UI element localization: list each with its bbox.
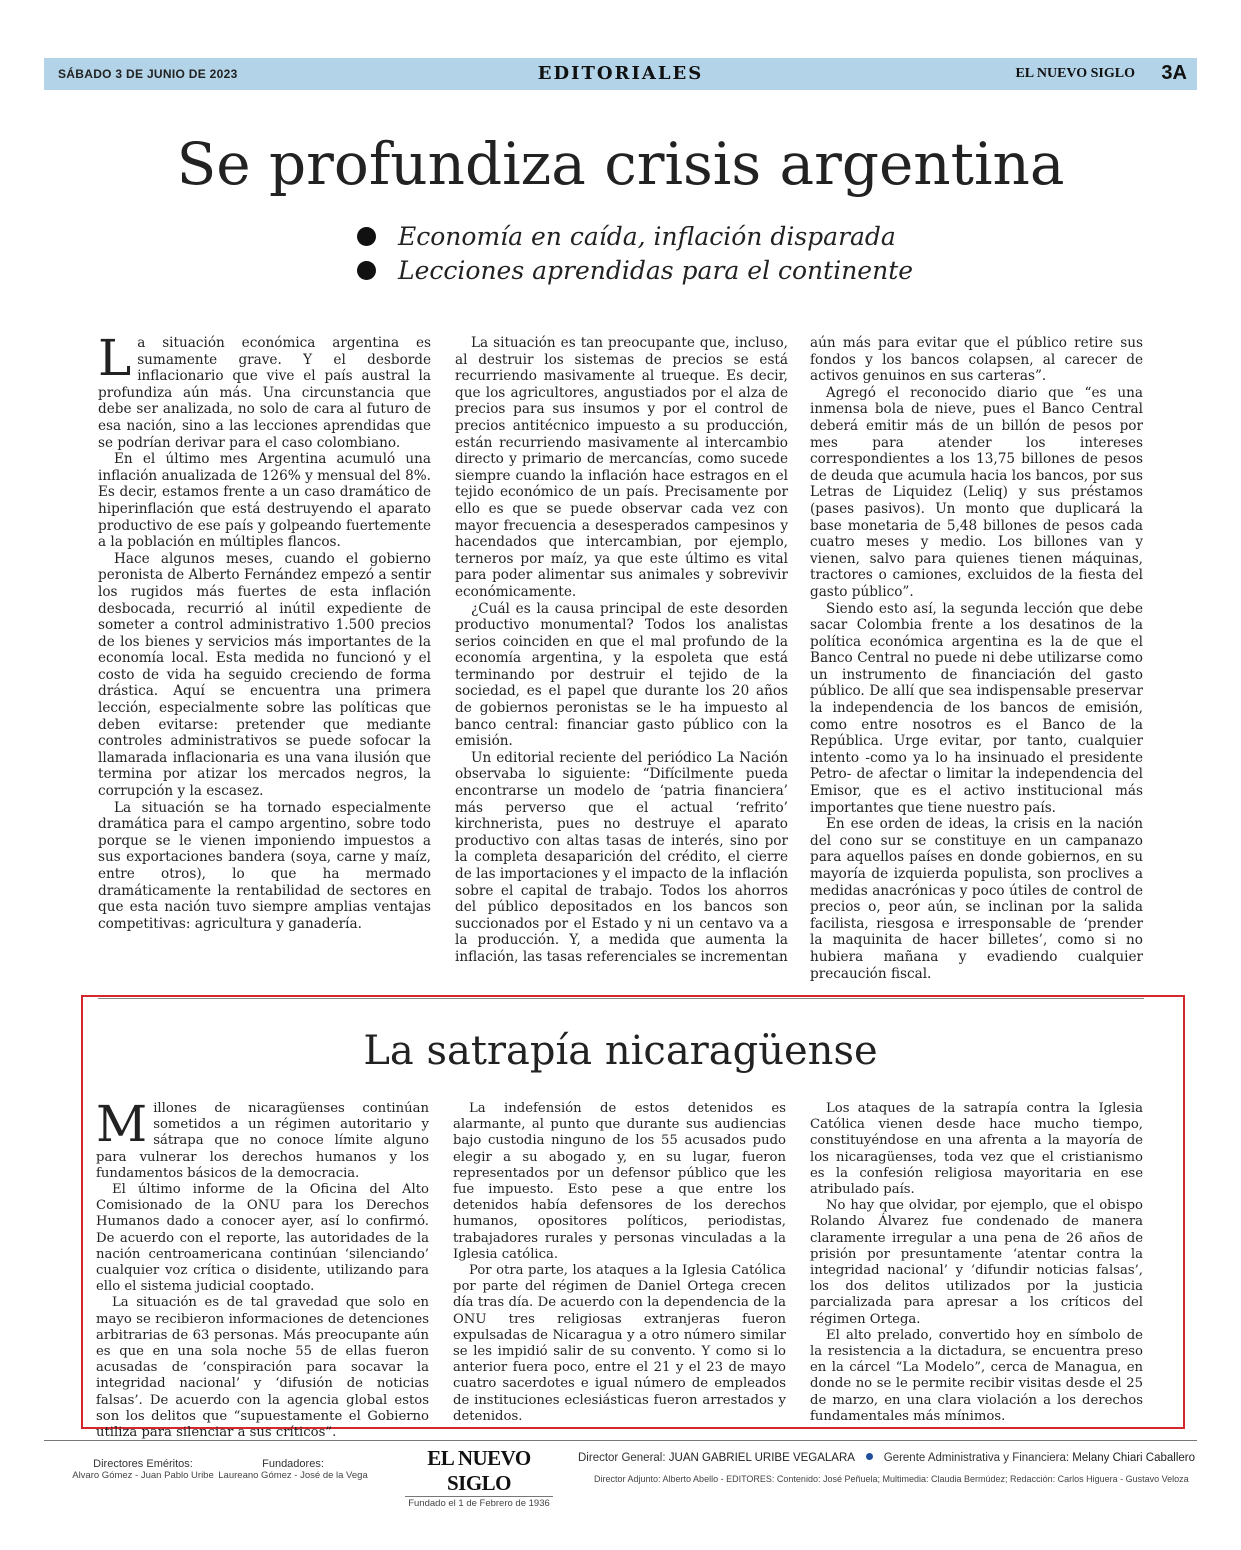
bullet-icon xyxy=(357,227,376,246)
article1-subhead: Lecciones aprendidas para el continente xyxy=(357,254,957,288)
paragraph: aún más para evitar que el público retire sus fondos y los bancos colapsen, al carecer de activos genuinos en sus carteras”. xyxy=(810,335,1143,385)
article1-subheads xyxy=(357,220,957,288)
issue-date: SÁBADO 3 DE JUNIO DE 2023 xyxy=(58,67,238,81)
paragraph: Siendo esto así, la segunda lección que debe sacar Colombia frente a los desatinos de la política económica argentina es la de que el Banco Central no puede ni debe utilizarse como un instrumento de financiación del gasto público. De allí que sea indispensable preservar la independencia de los bancos de emisión, como entre nosotros es el Banco de la República. Urge evitar, por tanto, cualquier intento -como ya lo ha insinuado el presidente Petro- de afectar o limitar la independencia del Emisor, que es el activo institucional más importantes que tiene nuestro país. xyxy=(810,600,1143,816)
newspaper-brand: EL NUEVO SIGLO xyxy=(1015,66,1135,81)
footer-logo: EL NUEVO SIGLO xyxy=(427,1446,531,1495)
founders: Fundadores: Laureano Gómez - José de la Vega xyxy=(218,1458,368,1481)
director-general: JUAN GABRIEL URIBE VEGALARA xyxy=(668,1452,855,1464)
paragraph: En ese orden de ideas, la crisis en la nación del cono sur se constituye en un campanazo para aquellos países en donde gobiernos, en su mayoría de izquierda populista, son proclives a medidas anacrónicas y poco útiles de control de precios o, peor aún, se inclinan por la salida facilista, riesgosa e irresponsable de ‘prender la maquinita de hacer billetes’, como si no hubiera mañana y evadiendo cualquier precaución fiscal. xyxy=(810,816,1143,982)
drop-cap: M xyxy=(96,1095,148,1153)
bullet-icon xyxy=(357,261,376,280)
article1-column-2 xyxy=(455,335,788,966)
masthead-bar xyxy=(44,58,1197,90)
article1-column-3 xyxy=(810,335,1143,982)
paragraph: No hay que olvidar, por ejemplo, que el obispo Rolando Álvarez fue condenado de manera claramente irregular a una pena de 26 años de prisión por presuntamente ‘atentar contra la integridad nacional’ y ‘difundir noticias falsas’, los dos delitos utilizados por la justicia parcializada para apresar a los críticos del régimen Ortega. xyxy=(810,1198,1143,1327)
directors-emeritus: Directores Eméritos: Alvaro Gómez - Juan Pablo Uribe xyxy=(72,1458,214,1481)
article2-headline: La satrapía nicaragüense xyxy=(363,1028,878,1074)
paragraph: La situación económica argentina es sumamente grave. Y el desborde inflacionario que vive el país austral la profundiza aún más. Una circunstancia que debe ser analizada, no solo de cara al futuro de esa nación, sino a las lecciones aprendidas que se podrían derivar para el caso colombiano. xyxy=(98,329,431,451)
paragraph: La indefensión de estos detenidos es alarmante, al punto que durante sus audiencias bajo custodia ninguno de los 55 acusados pudo elegir a su abogado y, en su lugar, fueron representados por un defensor público que les fue impuesto. Esto pese a que entre los detenidos había defensores de los derechos humanos, opositores políticos, periodistas, trabajadores rurales y personas vinculadas a la Iglesia católica. xyxy=(453,1101,786,1262)
article1-subhead: Economía en caída, inflación disparada xyxy=(357,220,957,254)
paragraph: La situación es de tal gravedad que solo en mayo se recibieron informaciones de detenciones arbitrarias de 63 personas. Más preocupante aún es que en una sola noche 55 de ellas fueron acusadas de ‘conspiración para socavar la integridad nacional’ y ‘difusión de noticias falsas’. De acuerdo con la agencia global estos son los delitos que “supuestamente el Gobierno utiliza para silenciar a sus críticos”. xyxy=(96,1295,429,1441)
paragraph: La situación es tan preocupante que, incluso, al destruir los sistemas de precios se está recurriendo masivamente al trueque. Es decir, que los agricultores, angustiados por el alza de precios para sus insumos y por el control de precios antitécnico impuesto a su producción, están recurriendo masivamente al intercambio directo y primario de mercancías, como sucede siempre cuando la inflación hace estragos en el tejido económico de un país. Precisamente por ello es que se puede observar cada vez con mayor frecuencia a desesperados campesinos y hacendados que intercambian, por ejemplo, terneros por maíz, ya que este último es vital para poder alimentar sus animales y sobrevivir económicamente. xyxy=(455,335,788,600)
separator-dot xyxy=(866,1453,873,1460)
paragraph: ¿Cuál es la causa principal de este desorden productivo monumental? Todos los analistas serios coinciden en que el mal profundo de la economía argentina, y la espoleta que está terminando por destruir el tejido de la sociedad, es el papel que durante los 20 años de gobiernos peronistas se le ha impuesto al banco central: financiar gasto público con la emisión. xyxy=(455,600,788,750)
paragraph: La situación se ha tornado especialmente dramática para el campo argentino, sobre todo porque se le vienen imponiendo impuestos a sus exportaciones bandera (soya, carne y maíz, entre otros), lo que ha mermado dramáticamente la rentabilidad de sectores en que esta nación tuvo siempre amplias ventajas competitivas: agricultura y ganadería. xyxy=(98,799,431,932)
paragraph: Agregó el reconocido diario que “es una inmensa bola de nieve, pues el Banco Central deberá emitir más de un billón de pesos por mes para atender los intereses correspondientes a los 13,75 billones de pesos de deuda que acumula hacia los bancos, por sus Letras de Liquidez (Leliq) y sus préstamos (pases pasivos). Un monto que duplicará la base monetaria de 5,48 billones de pesos cada cuatro meses y medio. Los billones van y vienen, salvo para quienes tienen máquinas, tractores o camiones, excluidos de la fiesta del gasto público”. xyxy=(810,384,1143,600)
article1-headline: Se profundiza crisis argentina xyxy=(176,130,1065,198)
article1-column-1 xyxy=(98,329,431,932)
footer-divider xyxy=(44,1440,1197,1441)
paragraph: En el último mes Argentina acumuló una inflación anualizada de 126% y mensual del 8%. Es decir, estamos frente a un caso dramático de hiperinflación que está destruyendo el aparato productivo de ese país y golpeando fuertemente a la población en múltiples flancos. xyxy=(98,451,431,551)
paragraph: El último informe de la Oficina del Alto Comisionado de la ONU para los Derechos Humanos dado a conocer ayer, así lo confirmó. De acuerdo con el reporte, las autoridades de la nación centroamericana continúan ‘silenciando’ cualquier voz crítica o disidente, utilizando para ello el sistema judicial cooptado. xyxy=(96,1182,429,1295)
footer-logo-block xyxy=(405,1446,553,1509)
article2-column-3 xyxy=(810,1101,1143,1425)
paragraph: Los ataques de la satrapía contra la Iglesia Católica vienen desde hace mucho tiempo, constituyéndose en una afrenta a la mayoría de los nicaragüenses, toda vez que el cristianismo es la confesión religiosa mayoritaria en ese atribulado país. xyxy=(810,1101,1143,1198)
paragraph: Un editorial reciente del periódico La Nación observaba lo siguiente: “Difícilmente pueda encontrarse un modelo de ‘patria financiera’ más perverso que el actual ‘refrito’ kirchnerista, pues no destruye el aparato productivo con altas tasas de interés, sino por la completa desaparición del crédito, el cierre de las importaciones y el impacto de la inflación sobre el capital de trabajo. Todos los ahorros del público depositados en los bancos son succionados por el Estado y ni un centavo va a la producción. Y, a medida que aumenta la inflación, las tasas referenciales se incrementan xyxy=(455,749,788,965)
paragraph: Hace algunos meses, cuando el gobierno peronista de Alberto Fernández empezó a sentir los rugidos más fuertes de esta inflación desbocada, recurrió al inútil expediente de someter a control administrativo 1.500 precios de los bienes y servicios más importantes de la economía local. Esta medida no funcionó y el costo de vida ha seguido creciendo de forma drástica. Aquí se encuentra una primera lección, especialmente sobre las políticas que deben evitarse: pretender que mediante controles administrativos se puede sofocar la llamarada inflacionaria es una vana ilusión que termina por atizar los mercados negros, la corrupción y la escasez. xyxy=(98,550,431,800)
manager: Melany Chiari Caballero xyxy=(1072,1452,1196,1464)
page-number: 3A xyxy=(1161,62,1187,84)
divider xyxy=(98,998,1144,999)
drop-cap: L xyxy=(98,329,132,387)
article2-column-2 xyxy=(453,1101,786,1425)
paragraph: Millones de nicaragüenses continúan sometidos a un régimen autoritario y sátrapa que no conoce límite alguno para vulnerar los derechos humanos y los fundamentos básicos de la democracia. xyxy=(96,1095,429,1181)
paragraph: El alto prelado, convertido hoy en símbolo de la resistencia a la dictadura, se encuentra preso en la cárcel “La Modelo”, cerca de Managua, en donde no se le permite recibir visitas desde el 25 de marzo, en una clara violación a los derechos fundamentales más mínimos. xyxy=(810,1327,1143,1424)
article2-column-1 xyxy=(96,1095,429,1441)
section-title: EDITORIALES xyxy=(537,63,704,84)
founded-date: Fundado el 1 de Febrero de 1936 xyxy=(405,1496,553,1509)
staff-editors: Director Adjunto: Alberto Abello - EDITORES: Contenido: José Peñuela; Multimedia: Claudia Bermúdez; Redacción: Carlos Higuera - Gustavo Veloza xyxy=(594,1474,1189,1484)
staff-main: Director General: JUAN GABRIEL URIBE VEGALARA Gerente Administrativa y Financiera: Melany Chiari Caballero xyxy=(578,1452,1196,1464)
paragraph: Por otra parte, los ataques a la Iglesia Católica por parte del régimen de Daniel Ortega crecen día tras día. De acuerdo con la dependencia de la ONU tres religiosas extranjeras fueron expulsadas de Nicaragua y a otro número similar se les impidió salir de su convento. Y como si lo anterior fuera poco, entre el 21 y el 23 de mayo cuatro sacerdotes e igual número de empleados de instituciones eclesiásticas fueron arrestados y detenidos. xyxy=(453,1263,786,1424)
